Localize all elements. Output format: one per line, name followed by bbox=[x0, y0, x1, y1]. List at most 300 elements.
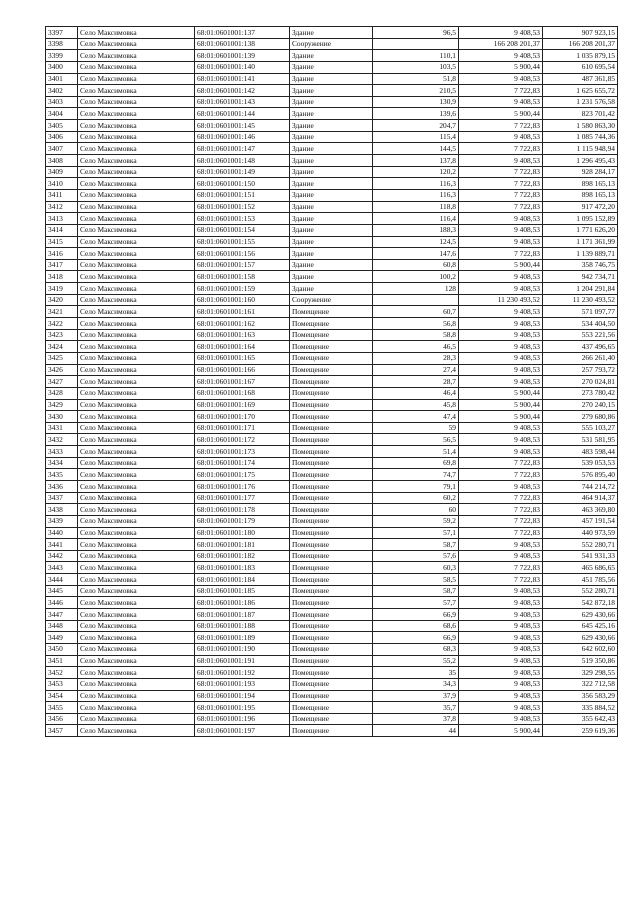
table-row bbox=[46, 271, 618, 283]
cadastral-value-cell: 273 780,42 bbox=[543, 387, 618, 399]
area-cell: 56,5 bbox=[373, 434, 459, 446]
object-type-cell: Помещение bbox=[290, 585, 373, 597]
object-type-cell: Здание bbox=[290, 283, 373, 295]
cadastral-value-cell: 942 734,71 bbox=[543, 271, 618, 283]
cadastral-value-cell: 464 914,37 bbox=[543, 492, 618, 504]
row-number-cell: 3431 bbox=[46, 422, 78, 434]
cadastral-number-cell: 68:01:0601001:139 bbox=[195, 50, 290, 62]
cadastral-number-cell: 68:01:0601001:154 bbox=[195, 224, 290, 236]
locality-cell: Село Максимовка bbox=[78, 585, 195, 597]
row-number-cell: 3401 bbox=[46, 73, 78, 85]
cadastral-number-cell: 68:01:0601001:174 bbox=[195, 457, 290, 469]
cadastral-number-cell: 68:01:0601001:162 bbox=[195, 318, 290, 330]
cadastral-value-cell: 531 581,95 bbox=[543, 434, 618, 446]
cadastral-value-cell: 898 165,13 bbox=[543, 189, 618, 201]
unit-price-cell: 9 408,53 bbox=[459, 713, 543, 725]
cadastral-value-cell: 465 686,65 bbox=[543, 562, 618, 574]
unit-price-cell: 7 722,83 bbox=[459, 469, 543, 481]
area-cell: 44 bbox=[373, 725, 459, 737]
table-row bbox=[46, 155, 618, 167]
row-number-cell: 3412 bbox=[46, 201, 78, 213]
area-cell: 51,4 bbox=[373, 446, 459, 458]
unit-price-cell: 7 722,83 bbox=[459, 562, 543, 574]
locality-cell: Село Максимовка bbox=[78, 178, 195, 190]
area-cell: 27,4 bbox=[373, 364, 459, 376]
table-row bbox=[46, 515, 618, 527]
unit-price-cell: 9 408,53 bbox=[459, 271, 543, 283]
unit-price-cell: 9 408,53 bbox=[459, 50, 543, 62]
cadastral-number-cell: 68:01:0601001:144 bbox=[195, 108, 290, 120]
table-row bbox=[46, 620, 618, 632]
area-cell: 116,4 bbox=[373, 213, 459, 225]
cadastral-number-cell: 68:01:0601001:184 bbox=[195, 574, 290, 586]
table-row bbox=[46, 609, 618, 621]
object-type-cell: Помещение bbox=[290, 655, 373, 667]
cadastral-number-cell: 68:01:0601001:181 bbox=[195, 539, 290, 551]
row-number-cell: 3417 bbox=[46, 259, 78, 271]
area-cell: 56,8 bbox=[373, 318, 459, 330]
row-number-cell: 3452 bbox=[46, 667, 78, 679]
table-row bbox=[46, 492, 618, 504]
table-row bbox=[46, 143, 618, 155]
table-row bbox=[46, 527, 618, 539]
locality-cell: Село Максимовка bbox=[78, 597, 195, 609]
locality-cell: Село Максимовка bbox=[78, 713, 195, 725]
area-cell: 74,7 bbox=[373, 469, 459, 481]
area-cell: 58,5 bbox=[373, 574, 459, 586]
cadastral-number-cell: 68:01:0601001:177 bbox=[195, 492, 290, 504]
row-number-cell: 3432 bbox=[46, 434, 78, 446]
area-cell: 47,4 bbox=[373, 411, 459, 423]
object-type-cell: Помещение bbox=[290, 725, 373, 737]
locality-cell: Село Максимовка bbox=[78, 271, 195, 283]
unit-price-cell: 166 208 201,37 bbox=[459, 38, 543, 50]
table-row bbox=[46, 480, 618, 492]
cadastral-number-cell: 68:01:0601001:193 bbox=[195, 678, 290, 690]
cadastral-number-cell: 68:01:0601001:165 bbox=[195, 352, 290, 364]
cadastral-number-cell: 68:01:0601001:179 bbox=[195, 515, 290, 527]
cadastral-number-cell: 68:01:0601001:167 bbox=[195, 376, 290, 388]
area-cell: 110,1 bbox=[373, 50, 459, 62]
cadastral-number-cell: 68:01:0601001:172 bbox=[195, 434, 290, 446]
row-number-cell: 3425 bbox=[46, 352, 78, 364]
table-row bbox=[46, 352, 618, 364]
cadastral-value-cell: 11 230 493,52 bbox=[543, 294, 618, 306]
cadastral-number-cell: 68:01:0601001:156 bbox=[195, 248, 290, 260]
object-type-cell: Здание bbox=[290, 248, 373, 260]
locality-cell: Село Максимовка bbox=[78, 96, 195, 108]
unit-price-cell: 9 408,53 bbox=[459, 236, 543, 248]
locality-cell: Село Максимовка bbox=[78, 515, 195, 527]
locality-cell: Село Максимовка bbox=[78, 457, 195, 469]
unit-price-cell: 7 722,83 bbox=[459, 504, 543, 516]
area-cell: 28,3 bbox=[373, 352, 459, 364]
table-row bbox=[46, 539, 618, 551]
cadastral-value-cell: 645 425,16 bbox=[543, 620, 618, 632]
object-type-cell: Помещение bbox=[290, 329, 373, 341]
unit-price-cell: 5 900,44 bbox=[459, 399, 543, 411]
cadastral-number-cell: 68:01:0601001:159 bbox=[195, 283, 290, 295]
table-row bbox=[46, 294, 618, 306]
unit-price-cell: 9 408,53 bbox=[459, 690, 543, 702]
unit-price-cell: 5 900,44 bbox=[459, 387, 543, 399]
locality-cell: Село Максимовка bbox=[78, 387, 195, 399]
locality-cell: Село Максимовка bbox=[78, 364, 195, 376]
area-cell: 51,8 bbox=[373, 73, 459, 85]
row-number-cell: 3397 bbox=[46, 27, 78, 39]
cadastral-value-cell: 552 280,71 bbox=[543, 585, 618, 597]
object-type-cell: Помещение bbox=[290, 387, 373, 399]
locality-cell: Село Максимовка bbox=[78, 341, 195, 353]
table-row bbox=[46, 27, 618, 39]
table-row bbox=[46, 632, 618, 644]
unit-price-cell: 9 408,53 bbox=[459, 329, 543, 341]
row-number-cell: 3442 bbox=[46, 550, 78, 562]
row-number-cell: 3457 bbox=[46, 725, 78, 737]
area-cell: 103,5 bbox=[373, 61, 459, 73]
area-cell: 59,2 bbox=[373, 515, 459, 527]
object-type-cell: Помещение bbox=[290, 632, 373, 644]
area-cell: 100,2 bbox=[373, 271, 459, 283]
cadastral-value-cell: 539 053,53 bbox=[543, 457, 618, 469]
locality-cell: Село Максимовка bbox=[78, 574, 195, 586]
cadastral-value-cell: 610 695,54 bbox=[543, 61, 618, 73]
unit-price-cell: 9 408,53 bbox=[459, 364, 543, 376]
area-cell: 35,7 bbox=[373, 702, 459, 714]
object-type-cell: Помещение bbox=[290, 480, 373, 492]
table-row bbox=[46, 178, 618, 190]
cadastral-number-cell: 68:01:0601001:148 bbox=[195, 155, 290, 167]
cadastral-number-cell: 68:01:0601001:195 bbox=[195, 702, 290, 714]
area-cell: 68,6 bbox=[373, 620, 459, 632]
object-type-cell: Здание bbox=[290, 166, 373, 178]
unit-price-cell: 9 408,53 bbox=[459, 702, 543, 714]
cadastral-number-cell: 68:01:0601001:147 bbox=[195, 143, 290, 155]
object-type-cell: Здание bbox=[290, 224, 373, 236]
area-cell: 60,8 bbox=[373, 259, 459, 271]
row-number-cell: 3449 bbox=[46, 632, 78, 644]
locality-cell: Село Максимовка bbox=[78, 492, 195, 504]
unit-price-cell: 9 408,53 bbox=[459, 609, 543, 621]
cadastral-value-cell: 534 404,50 bbox=[543, 318, 618, 330]
cadastral-number-cell: 68:01:0601001:173 bbox=[195, 446, 290, 458]
object-type-cell: Здание bbox=[290, 85, 373, 97]
unit-price-cell: 7 722,83 bbox=[459, 201, 543, 213]
cadastral-number-cell: 68:01:0601001:190 bbox=[195, 643, 290, 655]
object-type-cell: Здание bbox=[290, 213, 373, 225]
cadastral-value-cell: 541 931,33 bbox=[543, 550, 618, 562]
locality-cell: Село Максимовка bbox=[78, 376, 195, 388]
row-number-cell: 3420 bbox=[46, 294, 78, 306]
locality-cell: Село Максимовка bbox=[78, 329, 195, 341]
cadastral-number-cell: 68:01:0601001:182 bbox=[195, 550, 290, 562]
unit-price-cell: 9 408,53 bbox=[459, 96, 543, 108]
table-row bbox=[46, 434, 618, 446]
locality-cell: Село Максимовка bbox=[78, 480, 195, 492]
area-cell: 58,8 bbox=[373, 329, 459, 341]
row-number-cell: 3439 bbox=[46, 515, 78, 527]
cadastral-number-cell: 68:01:0601001:169 bbox=[195, 399, 290, 411]
object-type-cell: Помещение bbox=[290, 446, 373, 458]
cadastral-value-cell: 1 085 744,36 bbox=[543, 131, 618, 143]
row-number-cell: 3413 bbox=[46, 213, 78, 225]
object-type-cell: Помещение bbox=[290, 411, 373, 423]
cadastral-value-cell: 437 496,65 bbox=[543, 341, 618, 353]
cadastral-value-cell: 823 701,42 bbox=[543, 108, 618, 120]
area-cell: 118,8 bbox=[373, 201, 459, 213]
cadastral-value-cell: 898 165,13 bbox=[543, 178, 618, 190]
unit-price-cell: 7 722,83 bbox=[459, 178, 543, 190]
document-page bbox=[45, 26, 617, 737]
row-number-cell: 3402 bbox=[46, 85, 78, 97]
cadastral-value-cell: 166 208 201,37 bbox=[543, 38, 618, 50]
area-cell: 37,9 bbox=[373, 690, 459, 702]
locality-cell: Село Максимовка bbox=[78, 236, 195, 248]
cadastral-value-cell: 270 240,15 bbox=[543, 399, 618, 411]
table-row bbox=[46, 283, 618, 295]
area-cell bbox=[373, 294, 459, 306]
table-row bbox=[46, 469, 618, 481]
unit-price-cell: 7 722,83 bbox=[459, 574, 543, 586]
locality-cell: Село Максимовка bbox=[78, 434, 195, 446]
locality-cell: Село Максимовка bbox=[78, 73, 195, 85]
object-type-cell: Здание bbox=[290, 155, 373, 167]
row-number-cell: 3437 bbox=[46, 492, 78, 504]
unit-price-cell: 9 408,53 bbox=[459, 213, 543, 225]
object-type-cell: Здание bbox=[290, 236, 373, 248]
table-row bbox=[46, 550, 618, 562]
object-type-cell: Здание bbox=[290, 50, 373, 62]
unit-price-cell: 7 722,83 bbox=[459, 120, 543, 132]
unit-price-cell: 9 408,53 bbox=[459, 376, 543, 388]
object-type-cell: Помещение bbox=[290, 306, 373, 318]
row-number-cell: 3415 bbox=[46, 236, 78, 248]
cadastral-value-cell: 1 095 152,89 bbox=[543, 213, 618, 225]
object-type-cell: Помещение bbox=[290, 620, 373, 632]
table-row bbox=[46, 341, 618, 353]
row-number-cell: 3404 bbox=[46, 108, 78, 120]
row-number-cell: 3456 bbox=[46, 713, 78, 725]
cadastral-number-cell: 68:01:0601001:155 bbox=[195, 236, 290, 248]
area-cell: 139,6 bbox=[373, 108, 459, 120]
locality-cell: Село Максимовка bbox=[78, 50, 195, 62]
area-cell: 137,8 bbox=[373, 155, 459, 167]
table-body bbox=[46, 27, 618, 737]
cadastral-value-cell: 1 580 863,30 bbox=[543, 120, 618, 132]
area-cell: 69,8 bbox=[373, 457, 459, 469]
table-row bbox=[46, 574, 618, 586]
unit-price-cell: 9 408,53 bbox=[459, 667, 543, 679]
cadastral-value-cell: 928 284,17 bbox=[543, 166, 618, 178]
object-type-cell: Здание bbox=[290, 61, 373, 73]
row-number-cell: 3435 bbox=[46, 469, 78, 481]
row-number-cell: 3409 bbox=[46, 166, 78, 178]
object-type-cell: Здание bbox=[290, 131, 373, 143]
area-cell: 128 bbox=[373, 283, 459, 295]
table-row bbox=[46, 387, 618, 399]
table-row bbox=[46, 213, 618, 225]
locality-cell: Село Максимовка bbox=[78, 61, 195, 73]
locality-cell: Село Максимовка bbox=[78, 725, 195, 737]
table-row bbox=[46, 446, 618, 458]
row-number-cell: 3443 bbox=[46, 562, 78, 574]
object-type-cell: Сооружение bbox=[290, 294, 373, 306]
row-number-cell: 3407 bbox=[46, 143, 78, 155]
object-type-cell: Помещение bbox=[290, 597, 373, 609]
cadastral-number-cell: 68:01:0601001:178 bbox=[195, 504, 290, 516]
area-cell: 34,3 bbox=[373, 678, 459, 690]
unit-price-cell: 7 722,83 bbox=[459, 189, 543, 201]
table-row bbox=[46, 643, 618, 655]
area-cell: 66,9 bbox=[373, 609, 459, 621]
area-cell: 37,8 bbox=[373, 713, 459, 725]
unit-price-cell: 9 408,53 bbox=[459, 620, 543, 632]
unit-price-cell: 9 408,53 bbox=[459, 480, 543, 492]
table-row bbox=[46, 725, 618, 737]
cadastral-number-cell: 68:01:0601001:153 bbox=[195, 213, 290, 225]
unit-price-cell: 9 408,53 bbox=[459, 655, 543, 667]
object-type-cell: Помещение bbox=[290, 574, 373, 586]
cadastral-value-cell: 576 895,40 bbox=[543, 469, 618, 481]
locality-cell: Село Максимовка bbox=[78, 27, 195, 39]
locality-cell: Село Максимовка bbox=[78, 352, 195, 364]
row-number-cell: 3451 bbox=[46, 655, 78, 667]
cadastral-value-cell: 483 598,44 bbox=[543, 446, 618, 458]
locality-cell: Село Максимовка bbox=[78, 702, 195, 714]
locality-cell: Село Максимовка bbox=[78, 143, 195, 155]
cadastral-number-cell: 68:01:0601001:186 bbox=[195, 597, 290, 609]
locality-cell: Село Максимовка bbox=[78, 85, 195, 97]
table-row bbox=[46, 306, 618, 318]
cadastral-value-cell: 552 280,71 bbox=[543, 539, 618, 551]
table-row bbox=[46, 399, 618, 411]
locality-cell: Село Максимовка bbox=[78, 294, 195, 306]
table-row bbox=[46, 678, 618, 690]
area-cell: 115,4 bbox=[373, 131, 459, 143]
unit-price-cell: 9 408,53 bbox=[459, 155, 543, 167]
object-type-cell: Помещение bbox=[290, 527, 373, 539]
cadastral-value-cell: 907 923,15 bbox=[543, 27, 618, 39]
cadastral-number-cell: 68:01:0601001:196 bbox=[195, 713, 290, 725]
table-row bbox=[46, 667, 618, 679]
row-number-cell: 3408 bbox=[46, 155, 78, 167]
object-type-cell: Помещение bbox=[290, 702, 373, 714]
cadastral-value-cell: 1 115 948,94 bbox=[543, 143, 618, 155]
cadastral-table bbox=[45, 26, 618, 737]
area-cell: 147,6 bbox=[373, 248, 459, 260]
row-number-cell: 3426 bbox=[46, 364, 78, 376]
locality-cell: Село Максимовка bbox=[78, 504, 195, 516]
locality-cell: Село Максимовка bbox=[78, 201, 195, 213]
object-type-cell: Здание bbox=[290, 73, 373, 85]
cadastral-number-cell: 68:01:0601001:145 bbox=[195, 120, 290, 132]
cadastral-value-cell: 542 872,18 bbox=[543, 597, 618, 609]
unit-price-cell: 7 722,83 bbox=[459, 85, 543, 97]
unit-price-cell: 9 408,53 bbox=[459, 434, 543, 446]
cadastral-value-cell: 358 746,75 bbox=[543, 259, 618, 271]
row-number-cell: 3453 bbox=[46, 678, 78, 690]
unit-price-cell: 9 408,53 bbox=[459, 73, 543, 85]
unit-price-cell: 9 408,53 bbox=[459, 422, 543, 434]
locality-cell: Село Максимовка bbox=[78, 422, 195, 434]
locality-cell: Село Максимовка bbox=[78, 643, 195, 655]
locality-cell: Село Максимовка bbox=[78, 213, 195, 225]
cadastral-value-cell: 1 171 361,99 bbox=[543, 236, 618, 248]
table-row bbox=[46, 329, 618, 341]
object-type-cell: Сооружение bbox=[290, 38, 373, 50]
locality-cell: Село Максимовка bbox=[78, 131, 195, 143]
cadastral-number-cell: 68:01:0601001:151 bbox=[195, 189, 290, 201]
cadastral-value-cell: 571 097,77 bbox=[543, 306, 618, 318]
area-cell: 35 bbox=[373, 667, 459, 679]
object-type-cell: Помещение bbox=[290, 341, 373, 353]
cadastral-number-cell: 68:01:0601001:191 bbox=[195, 655, 290, 667]
area-cell: 58,7 bbox=[373, 539, 459, 551]
cadastral-value-cell: 519 350,86 bbox=[543, 655, 618, 667]
cadastral-number-cell: 68:01:0601001:141 bbox=[195, 73, 290, 85]
locality-cell: Село Максимовка bbox=[78, 189, 195, 201]
unit-price-cell: 9 408,53 bbox=[459, 224, 543, 236]
table-row bbox=[46, 131, 618, 143]
unit-price-cell: 7 722,83 bbox=[459, 143, 543, 155]
cadastral-value-cell: 629 430,66 bbox=[543, 609, 618, 621]
locality-cell: Село Максимовка bbox=[78, 678, 195, 690]
table-row bbox=[46, 562, 618, 574]
table-row bbox=[46, 120, 618, 132]
table-row bbox=[46, 411, 618, 423]
locality-cell: Село Максимовка bbox=[78, 224, 195, 236]
locality-cell: Село Максимовка bbox=[78, 690, 195, 702]
cadastral-number-cell: 68:01:0601001:170 bbox=[195, 411, 290, 423]
unit-price-cell: 7 722,83 bbox=[459, 248, 543, 260]
row-number-cell: 3410 bbox=[46, 178, 78, 190]
cadastral-value-cell: 642 602,60 bbox=[543, 643, 618, 655]
row-number-cell: 3440 bbox=[46, 527, 78, 539]
row-number-cell: 3424 bbox=[46, 341, 78, 353]
cadastral-value-cell: 279 680,86 bbox=[543, 411, 618, 423]
row-number-cell: 3414 bbox=[46, 224, 78, 236]
cadastral-value-cell: 1 625 655,72 bbox=[543, 85, 618, 97]
row-number-cell: 3444 bbox=[46, 574, 78, 586]
area-cell: 210,5 bbox=[373, 85, 459, 97]
table-row bbox=[46, 248, 618, 260]
unit-price-cell: 5 900,44 bbox=[459, 725, 543, 737]
table-row bbox=[46, 259, 618, 271]
locality-cell: Село Максимовка bbox=[78, 248, 195, 260]
object-type-cell: Здание bbox=[290, 120, 373, 132]
row-number-cell: 3405 bbox=[46, 120, 78, 132]
row-number-cell: 3436 bbox=[46, 480, 78, 492]
row-number-cell: 3430 bbox=[46, 411, 78, 423]
area-cell: 60,2 bbox=[373, 492, 459, 504]
object-type-cell: Помещение bbox=[290, 609, 373, 621]
cadastral-number-cell: 68:01:0601001:164 bbox=[195, 341, 290, 353]
cadastral-number-cell: 68:01:0601001:168 bbox=[195, 387, 290, 399]
unit-price-cell: 7 722,83 bbox=[459, 515, 543, 527]
object-type-cell: Здание bbox=[290, 27, 373, 39]
row-number-cell: 3438 bbox=[46, 504, 78, 516]
object-type-cell: Здание bbox=[290, 271, 373, 283]
cadastral-number-cell: 68:01:0601001:157 bbox=[195, 259, 290, 271]
cadastral-number-cell: 68:01:0601001:158 bbox=[195, 271, 290, 283]
object-type-cell: Помещение bbox=[290, 457, 373, 469]
area-cell: 60,7 bbox=[373, 306, 459, 318]
locality-cell: Село Максимовка bbox=[78, 120, 195, 132]
unit-price-cell: 7 722,83 bbox=[459, 492, 543, 504]
unit-price-cell: 5 900,44 bbox=[459, 61, 543, 73]
object-type-cell: Помещение bbox=[290, 434, 373, 446]
row-number-cell: 3429 bbox=[46, 399, 78, 411]
